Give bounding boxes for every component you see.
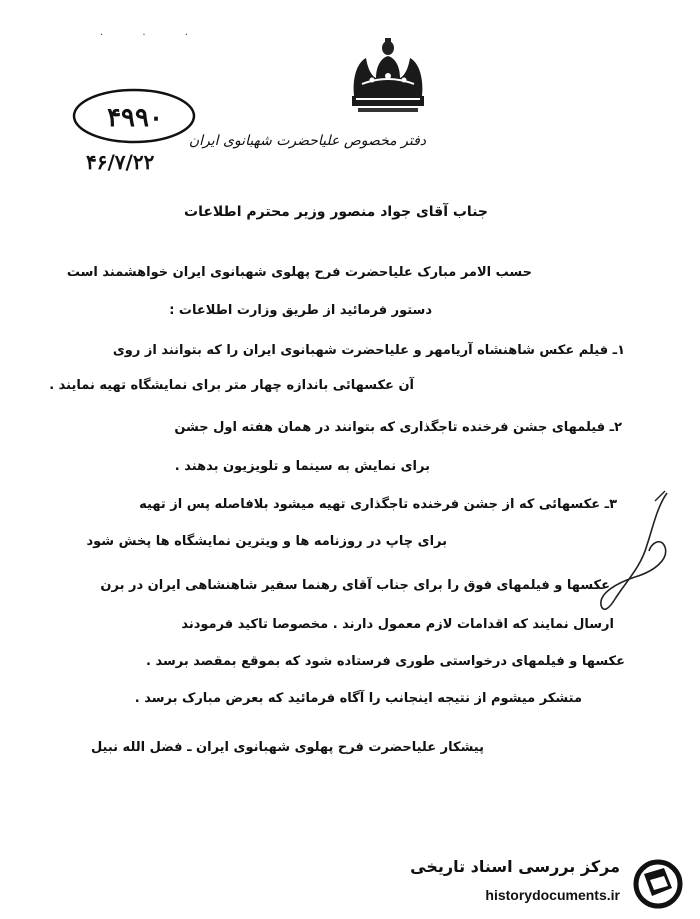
archive-logo-icon [630,858,686,910]
crown-icon [348,36,428,118]
registration-number: ۴۹۹۰ [107,103,163,133]
letter-line: ۲ـ فیلمهای جشن فرخنده تاجگذاری که بتوانند در همان هفته اول جشن [174,420,622,435]
letter-line: دستور فرمائید از طریق وزارت اطلاعات : [169,303,432,318]
margin-scribble [595,487,675,617]
letter-line: برای چاپ در روزنامه ها و ویترین نمایشگاه ها پخش شود [86,534,447,549]
letter-line: ۱ـ فیلم عکس شاهنشاه آریامهر و علیاحضرت شهبانوی ایران را که بتوانند از روی [112,343,625,358]
letter-line: عکسها و فیلمهای درخواستی طوری فرستاده شود که بموقع بمقصد برسد . [146,654,625,669]
registration-date: ۴۶/۷/۲۲ [86,150,155,174]
letter-line: ۳ـ عکسهائی که از جشن فرخنده تاجگذاری تهیه میشود بلافاصله پس از تهیه [139,497,617,512]
watermark-name: مرکز بررسی اسناد تاریخی [410,857,620,876]
letter-line: برای نمایش به سینما و تلویزیون بدهند . [174,459,430,474]
letter-line: عکسها و فیلمهای فوق را برای جناب آقای رهنما سفیر شاهنشاهی ایران در برن [100,578,610,593]
office-title: دفتر مخصوص علیاحضرت شهبانوی ایران [188,133,426,149]
letter-signature-line: پیشکار علیاحضرت فرح پهلوی شهبانوی ایران ـ فضل الله نبیل [90,740,484,755]
paper-specks: · · · [100,30,206,41]
letter-line: متشکر میشوم از نتیجه اینجانب را آگاه فرمائید که بعرض مبارک برسد . [134,691,582,706]
watermark-site: historydocuments.ir [485,887,620,903]
letter-line: حسب الامر مبارک علیاحضرت فرح پهلوی شهبانوی ایران خواهشمند است [66,265,532,280]
letter-line: آن عکسهائی باندازه چهار متر برای نمایشگاه تهیه نمایند . [49,378,414,393]
letter-line: ارسال نمایند که اقدامات لازم معمول دارند . مخصوصا تاکید فرمودند [181,617,614,632]
letter-address: جناب آقای جواد منصور وزیر محترم اطلاعات [184,204,488,220]
